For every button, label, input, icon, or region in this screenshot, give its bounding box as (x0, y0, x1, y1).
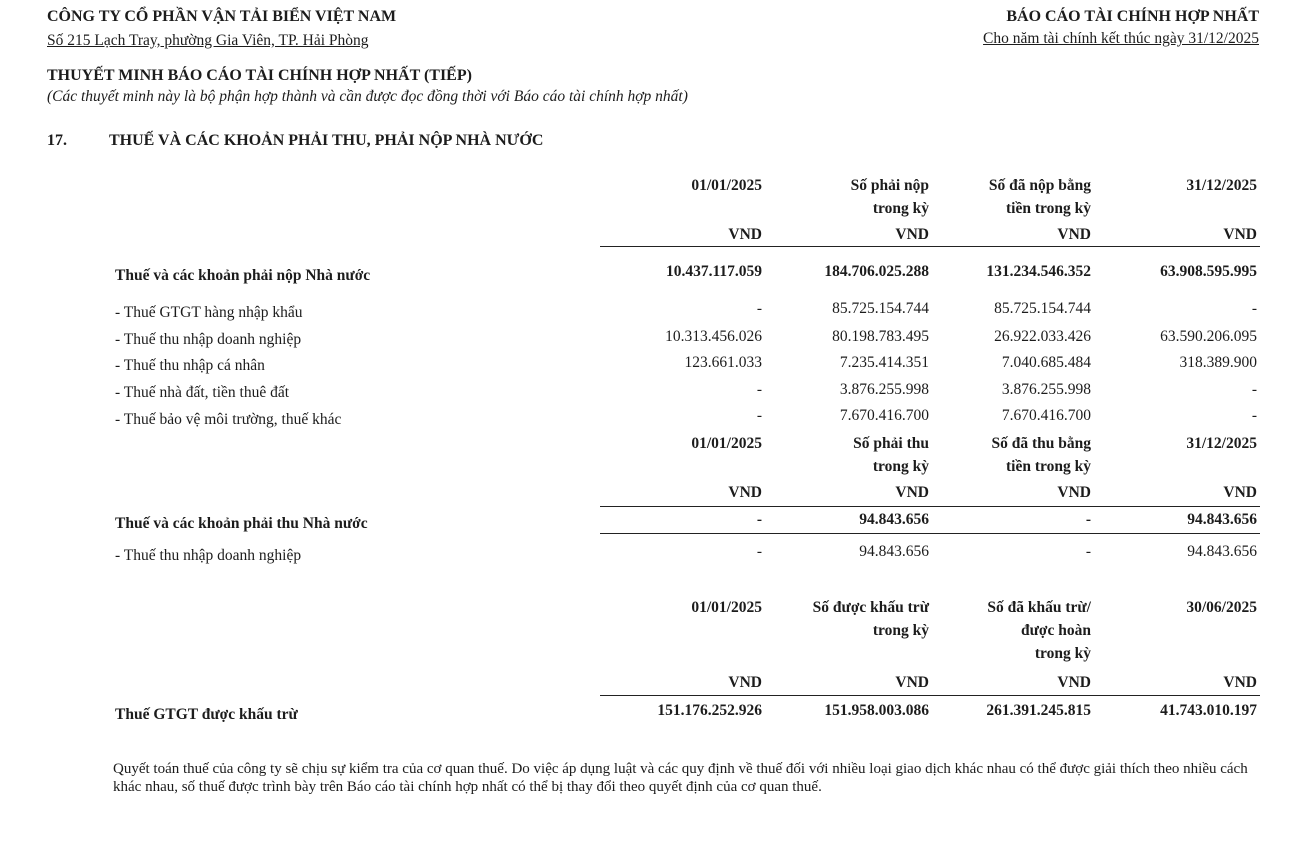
footnote-paragraph: Quyết toán thuế của công ty sẽ chịu sự kiểm tra của cơ quan thuế. Do việc áp dụng luật và các quy định về thuế đối với nhiều loại giao dịch khác nhau có thể được giải thích theo nhiều cách khác nhau, số thuế được trình bày trên Báo cáo tài chính hợp nhất có thể bị thay đổi theo quyết định của cơ quan thuế. (113, 761, 1248, 795)
deductible-col-header: 01/01/2025 (691, 599, 762, 616)
notes-title: THUYẾT MINH BÁO CÁO TÀI CHÍNH HỢP NHẤT (TIẾP) (47, 67, 472, 84)
cell: 63.590.206.095 (1160, 328, 1257, 345)
deductible-col-header: 30/06/2025 (1186, 599, 1257, 616)
cell: - (1251, 407, 1257, 424)
cell: 26.922.033.426 (994, 328, 1091, 345)
cell: - (1085, 543, 1091, 560)
receivable-col-header: 31/12/2025 (1186, 435, 1257, 452)
row-label: Thuế và các khoản phải thu Nhà nước (115, 515, 368, 532)
cell: - (1251, 300, 1257, 317)
total-rule (600, 533, 1260, 534)
notes-subtitle: (Các thuyết minh này là bộ phận hợp thành và cần được đọc đồng thời với Báo cáo tài chính hợp nhất) (47, 88, 688, 105)
deductible-col-header: Số đã khấu trừ/ được hoàn trong kỳ (987, 599, 1091, 662)
unit-label: VND (895, 674, 929, 691)
header-rule (600, 695, 1260, 696)
cell: 85.725.154.744 (994, 300, 1091, 317)
header-rule (600, 506, 1260, 507)
company-address: Số 215 Lạch Tray, phường Gia Viên, TP. Hải Phòng (47, 32, 369, 49)
cell: 7.040.685.484 (1001, 354, 1091, 371)
cell: 7.235.414.351 (839, 354, 929, 371)
cell: 94.843.656 (859, 543, 929, 560)
row-label: Thuế GTGT được khấu trừ (115, 706, 298, 723)
unit-label: VND (895, 484, 929, 501)
header-rule (600, 246, 1260, 247)
cell: 94.843.656 (1187, 511, 1257, 528)
receivable-col-header: Số đã thu bằng tiền trong kỳ (991, 435, 1091, 475)
cell: - (756, 543, 762, 560)
cell: - (756, 300, 762, 317)
unit-label: VND (1057, 226, 1091, 243)
payable-col-header: Số đã nộp bằng tiền trong kỳ (988, 177, 1091, 217)
row-label: - Thuế GTGT hàng nhập khẩu (115, 304, 303, 321)
cell: 41.743.010.197 (1160, 702, 1257, 719)
unit-label: VND (728, 226, 762, 243)
cell: 184.706.025.288 (824, 263, 929, 280)
unit-label: VND (895, 226, 929, 243)
unit-label: VND (1223, 674, 1257, 691)
unit-label: VND (1223, 484, 1257, 501)
cell: - (756, 407, 762, 424)
payable-col-header: 31/12/2025 (1186, 177, 1257, 194)
cell: 10.313.456.026 (665, 328, 762, 345)
receivable-col-header: 01/01/2025 (691, 435, 762, 452)
cell: 63.908.595.995 (1160, 263, 1257, 280)
cell: 318.389.900 (1179, 354, 1257, 371)
cell: 94.843.656 (859, 511, 929, 528)
cell: 7.670.416.700 (1001, 407, 1091, 424)
cell: 10.437.117.059 (665, 263, 762, 280)
cell: 85.725.154.744 (832, 300, 929, 317)
cell: 3.876.255.998 (839, 381, 929, 398)
deductible-col-header: Số được khấu trừ trong kỳ (812, 599, 929, 639)
unit-label: VND (728, 484, 762, 501)
section-title: THUẾ VÀ CÁC KHOẢN PHẢI THU, PHẢI NỘP NHÀ NƯỚC (109, 132, 544, 149)
row-label: - Thuế thu nhập cá nhân (115, 357, 265, 374)
row-label: Thuế và các khoản phải nộp Nhà nước (115, 267, 371, 284)
cell: 123.661.033 (684, 354, 762, 371)
payable-col-header: 01/01/2025 (691, 177, 762, 194)
cell: - (756, 381, 762, 398)
cell: - (1085, 511, 1091, 528)
cell: 94.843.656 (1187, 543, 1257, 560)
cell: 151.176.252.926 (657, 702, 762, 719)
cell: - (756, 511, 762, 528)
report-period: Cho năm tài chính kết thúc ngày 31/12/2025 (983, 30, 1259, 47)
unit-label: VND (1057, 484, 1091, 501)
cell: 3.876.255.998 (1001, 381, 1091, 398)
payable-col-header: Số phải nộp trong kỳ (850, 177, 929, 217)
cell: 80.198.783.495 (832, 328, 929, 345)
row-label: - Thuế bảo vệ môi trường, thuế khác (115, 411, 342, 428)
unit-label: VND (1223, 226, 1257, 243)
report-title: BÁO CÁO TÀI CHÍNH HỢP NHẤT (1006, 8, 1259, 25)
row-label: - Thuế nhà đất, tiền thuê đất (115, 384, 290, 401)
company-name: CÔNG TY CỔ PHẦN VẬN TẢI BIỂN VIỆT NAM (47, 8, 397, 25)
section-number: 17. (47, 132, 67, 149)
cell: 131.234.546.352 (986, 263, 1091, 280)
unit-label: VND (1057, 674, 1091, 691)
cell: 7.670.416.700 (839, 407, 929, 424)
cell: 261.391.245.815 (986, 702, 1091, 719)
row-label: - Thuế thu nhập doanh nghiệp (115, 331, 302, 348)
cell: 151.958.003.086 (824, 702, 929, 719)
receivable-col-header: Số phải thu trong kỳ (853, 435, 929, 475)
unit-label: VND (728, 674, 762, 691)
row-label: - Thuế thu nhập doanh nghiệp (115, 547, 302, 564)
cell: - (1251, 381, 1257, 398)
